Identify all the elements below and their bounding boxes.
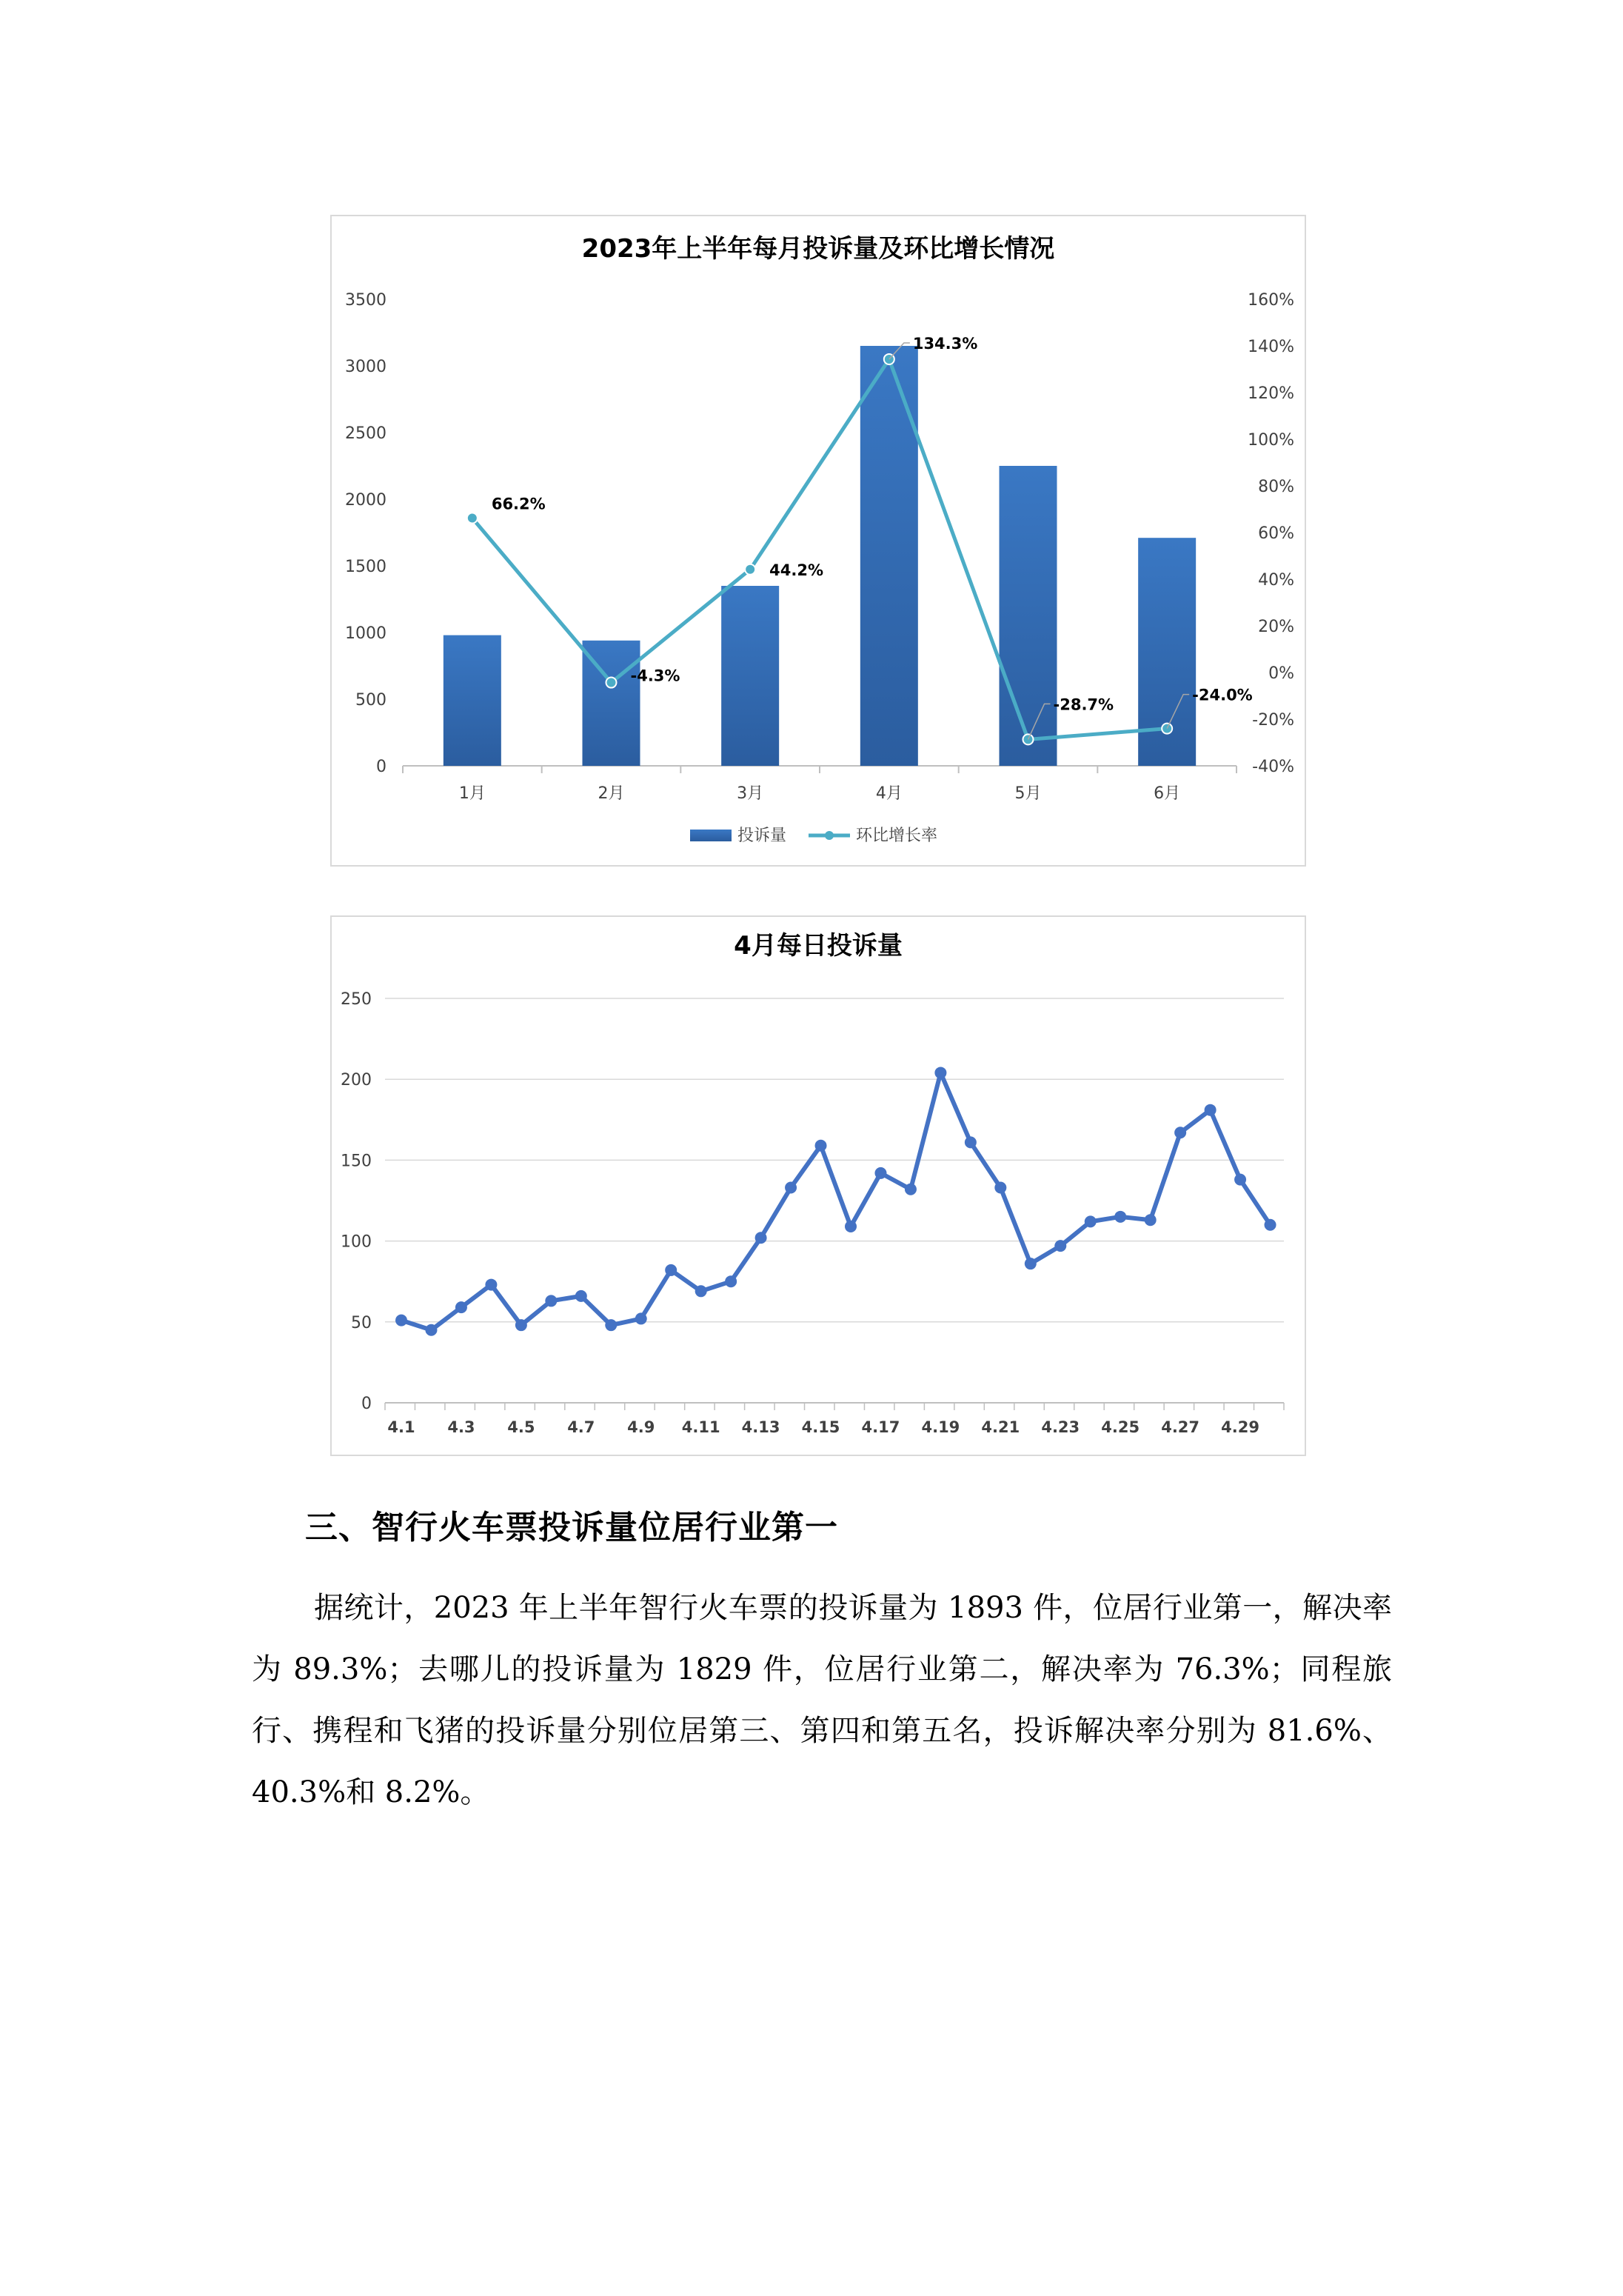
chart1-x-tick-label: 5月 [1014, 784, 1042, 803]
chart2-y-tick-label: 0 [361, 1395, 372, 1413]
daily-complaints-point [1174, 1127, 1186, 1138]
chart2-x-tick-label: 4.21 [981, 1418, 1020, 1436]
chart2-x-tick-label: 4.17 [861, 1418, 900, 1436]
daily-complaints-point [605, 1319, 617, 1331]
left-axis-tick-label: 2500 [345, 424, 386, 443]
chart2-x-tick-label: 4.23 [1041, 1418, 1080, 1436]
chart1-title: 2023年上半年每月投诉量及环比增长情况 [581, 234, 1055, 264]
chart1-x-tick-label: 4月 [875, 784, 903, 803]
growth-rate-line [472, 359, 1167, 739]
daily-complaints-point [1205, 1104, 1217, 1116]
chart1-x-tick-label: 2月 [598, 784, 625, 803]
bar-3月 [721, 586, 779, 766]
chart2-x-tick-label: 4.3 [447, 1418, 475, 1436]
right-axis-tick-label: 60% [1258, 524, 1294, 543]
right-axis-tick-label: 160% [1248, 291, 1294, 310]
daily-complaints-point [1145, 1214, 1157, 1226]
daily-complaints-point [965, 1136, 977, 1148]
daily-complaints-point [755, 1232, 767, 1244]
daily-complaints-point [815, 1140, 827, 1152]
chart2-x-tick-label: 4.13 [741, 1418, 780, 1436]
daily-complaints-point [934, 1067, 946, 1078]
chart2-y-tick-label: 200 [341, 1071, 372, 1090]
left-axis-tick-label: 1500 [345, 558, 386, 576]
chart2-y-tick-label: 150 [341, 1152, 372, 1171]
daily-complaints-point [845, 1221, 857, 1232]
section-paragraph: 据统计，2023 年上半年智行火车票的投诉量为 1893 件，位居行业第一，解决率为 89.3%；去哪儿的投诉量为 1829 件，位居行业第二，解决率为 76.3%；同程旅行、携程和飞猪的投诉量分别位居第三、第四和第五名，投诉解决率分别为 81.6%、40.3%和 8.2%。 [252, 1591, 1392, 1809]
left-axis-tick-label: 3000 [345, 358, 386, 376]
monthly-complaints-svg [332, 216, 1305, 865]
daily-complaints-point [785, 1182, 797, 1194]
chart2-x-tick-label: 4.29 [1221, 1418, 1259, 1436]
growth-rate-label: 134.3% [912, 334, 978, 353]
bar-4月 [860, 346, 918, 766]
right-axis-tick-label: 120% [1248, 384, 1294, 403]
daily-complaints-point [425, 1324, 437, 1336]
left-axis-tick-label: 1000 [345, 624, 386, 643]
april-daily-complaints-chart [330, 915, 1306, 1456]
daily-complaints-point [575, 1290, 587, 1302]
monthly-complaints-chart [330, 215, 1306, 867]
growth-rate-point [467, 513, 478, 523]
chart2-title: 4月每日投诉量 [734, 931, 903, 961]
legend-swatch-bar [690, 830, 732, 841]
daily-complaints-point [725, 1275, 737, 1287]
section-heading: 三、智行火车票投诉量位居行业第一 [305, 1509, 838, 1546]
daily-complaints-point [695, 1285, 707, 1297]
chart1-x-tick-label: 3月 [737, 784, 764, 803]
chart2-x-tick-label: 4.5 [507, 1418, 535, 1436]
left-axis-tick-label: 2000 [345, 491, 386, 510]
growth-rate-label: -28.7% [1053, 695, 1114, 714]
daily-complaints-point [395, 1315, 407, 1326]
right-axis-tick-label: 140% [1248, 338, 1294, 356]
daily-complaints-point [994, 1182, 1006, 1194]
chart1-x-tick-label: 1月 [458, 784, 486, 803]
daily-complaints-point [515, 1319, 527, 1331]
bar-5月 [1000, 466, 1057, 766]
daily-complaints-point [1114, 1211, 1126, 1223]
bar-1月 [444, 635, 501, 766]
chart2-x-tick-label: 4.9 [627, 1418, 655, 1436]
daily-complaints-point [1054, 1240, 1066, 1252]
chart2-x-tick-label: 4.15 [801, 1418, 840, 1436]
right-axis-tick-label: -20% [1252, 711, 1294, 730]
daily-complaints-point [1025, 1258, 1037, 1269]
growth-rate-point [606, 678, 617, 688]
growth-rate-label: -24.0% [1192, 686, 1253, 704]
chart2-x-tick-label: 4.25 [1101, 1418, 1140, 1436]
daily-complaints-point [874, 1167, 886, 1179]
chart1-x-tick-label: 6月 [1154, 784, 1181, 803]
daily-complaints-point [1234, 1174, 1246, 1186]
growth-rate-point [745, 564, 755, 575]
chart2-y-tick-label: 100 [341, 1232, 372, 1252]
daily-complaints-line [401, 1072, 1271, 1329]
right-axis-tick-label: -40% [1252, 758, 1294, 776]
legend-label-line: 环比增长率 [856, 827, 938, 845]
daily-complaints-point [635, 1312, 647, 1324]
left-axis-tick-label: 0 [376, 758, 386, 776]
chart2-x-tick-label: 4.27 [1161, 1418, 1200, 1436]
left-axis-tick-label: 500 [355, 691, 386, 710]
right-axis-tick-label: 100% [1248, 431, 1294, 450]
growth-rate-label: 44.2% [769, 561, 824, 579]
chart2-x-tick-label: 4.1 [387, 1418, 415, 1436]
left-axis-tick-label: 3500 [345, 291, 386, 310]
chart2-x-tick-label: 4.19 [921, 1418, 960, 1436]
daily-complaints-point [455, 1301, 467, 1313]
april-daily-complaints-svg [332, 917, 1305, 1455]
daily-complaints-point [545, 1295, 557, 1306]
daily-complaints-point [485, 1279, 497, 1291]
right-axis-tick-label: 20% [1258, 618, 1294, 636]
chart2-x-tick-label: 4.7 [567, 1418, 595, 1436]
chart2-y-tick-label: 250 [341, 990, 372, 1009]
right-axis-tick-label: 40% [1258, 571, 1294, 590]
daily-complaints-point [1085, 1215, 1097, 1227]
daily-complaints-point [1265, 1219, 1276, 1231]
chart2-x-tick-label: 4.11 [681, 1418, 720, 1436]
growth-rate-label: -4.3% [630, 667, 680, 685]
legend-marker-line [825, 831, 834, 840]
daily-complaints-point [665, 1264, 677, 1276]
right-axis-tick-label: 80% [1258, 478, 1294, 496]
daily-complaints-point [905, 1184, 917, 1195]
right-axis-tick-label: 0% [1268, 664, 1294, 683]
legend-label-bar: 投诉量 [737, 827, 787, 845]
chart2-y-tick-label: 50 [351, 1313, 372, 1332]
growth-rate-label: 66.2% [491, 495, 546, 513]
